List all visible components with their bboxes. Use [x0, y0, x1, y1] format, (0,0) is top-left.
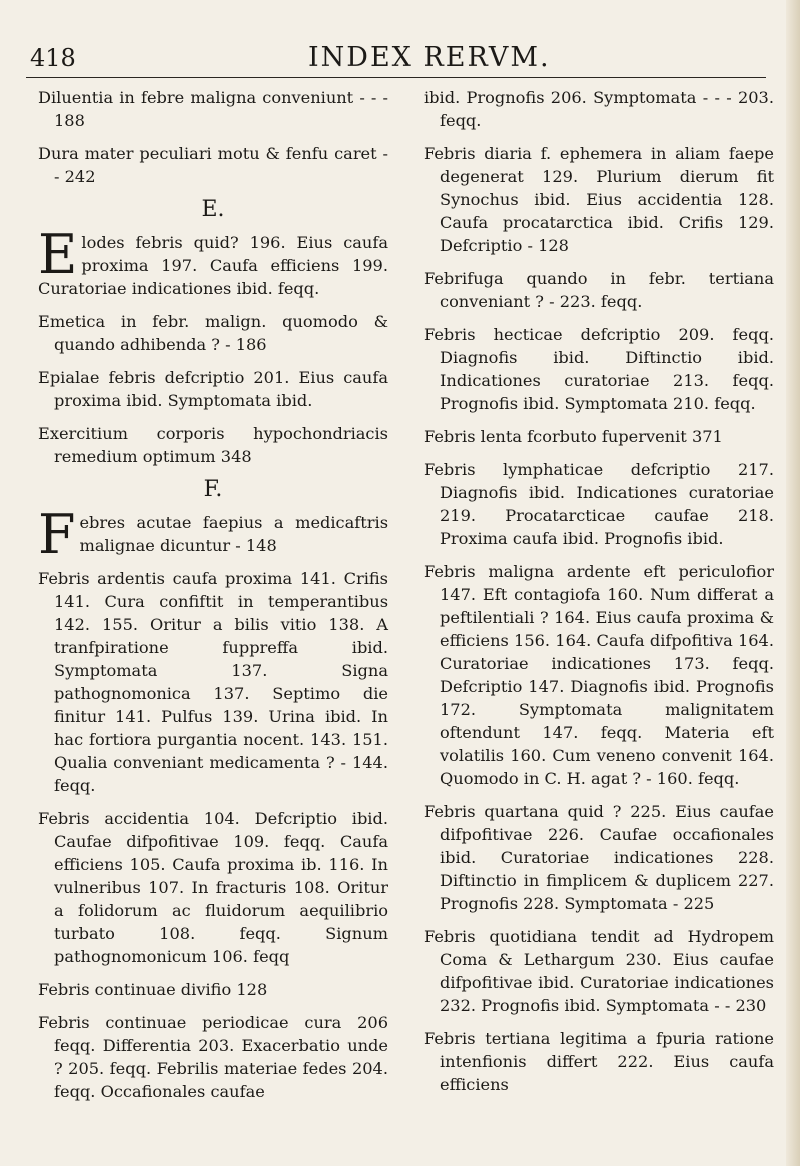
- index-entry: Febris continuae periodicae cura 206 feqq. Differentia 203. Exacerbatio unde ? 205. feqq. Febrilis materiae fedes 204. feqq. Occafionales caufae: [38, 1013, 388, 1101]
- page-header: [26, 38, 766, 78]
- index-entry: Exercitium corporis hypochondriacis remedium optimum 348: [38, 424, 388, 466]
- header-rule: [26, 77, 766, 78]
- section-letter: F.: [203, 477, 223, 502]
- index-entry: Febris quotidiana tendit ad Hydropem Coma & Lethargum 230. Eius caufae difpofitivae ibid. Curatoriae indicationes 232. Prognofis ibid. Symptomata - - 230: [424, 927, 774, 1015]
- index-entry: Febris maligna ardente eft periculofior 147. Eft contagiofa 160. Num differat a peftilentiali ? 164. Eius caufa proxima & efficiens 156. 164. Caufa difpofitiva 164. Curatoriae indicationes 173. feqq. Defcriptio 147. Diagnofis ibid. Prognofis 172. Symptomata malignitatem oftendunt 147. feqq. Materia eft volatilis 160. Cum veneno convenit 164. Quomodo in C. H. agat ? - 160. feqq.: [424, 562, 774, 788]
- index-entry: Febris accidentia 104. Defcriptio ibid. Caufae difpofitivae 109. feqq. Caufa efficiens 105. Caufa proxima ib. 116. In vulneribus 107. In fracturis 108. Oritur a folidorum ac fluidorum aequilibrio turbato 108. feqq. Signum pathognomonicum 106. feqq: [38, 809, 388, 966]
- index-entry: Elodes febris quid? 196. Eius caufa proxima 197. Caufa efficiens 199. Curatoriae indicationes ibid. feqq.: [38, 223, 388, 298]
- index-entry: Febris tertiana legitima a fpuria ratione intenfionis differt 222. Eius caufa efficiens: [424, 1029, 774, 1094]
- running-title: INDEX RERVM.: [308, 42, 551, 73]
- page-number: 418: [30, 44, 76, 72]
- page-edge: [786, 0, 800, 1166]
- index-entry: Febris lymphaticae defcriptio 217. Diagnofis ibid. Indicationes curatoriae 219. Procatarcticae caufae 218. Proxima caufa ibid. Prognofis ibid.: [424, 460, 774, 548]
- index-entry: Febrifuga quando in febr. tertiana conveniant ? - 223. feqq.: [424, 269, 774, 311]
- index-entry: Febris hecticae defcriptio 209. feqq. Diagnofis ibid. Diftinctio ibid. Indicationes curatoriae 213. feqq. Prognofis ibid. Symptomata 210. feqq.: [424, 325, 774, 413]
- index-entry: Febris diaria f. ephemera in aliam faepe degenerat 129. Plurium dierum fit Synochus ibid. Eius accidentia 128. Caufa procatarctica ibid. Crifis 129. Defcriptio - 128: [424, 144, 774, 255]
- index-entry: Epialae febris defcriptio 201. Eius caufa proxima ibid. Symptomata ibid.: [38, 368, 388, 410]
- index-entry: Febris quartana quid ? 225. Eius caufae difpofitivae 226. Caufae occafionales ibid. Curatoriae indicationes 228. Diftinctio in fimplicem & duplicem 227. Prognofis 228. Symptomata - 225: [424, 802, 774, 913]
- index-entry: Febris lenta fcorbuto fupervenit 371: [424, 427, 723, 446]
- index-entry: Febris continuae divifio 128: [38, 980, 268, 999]
- index-entry: ibid. Prognofis 206. Symptomata - - - 203. feqq.: [424, 88, 774, 130]
- index-entry: Febres acutae faepius a medicaftris malignae dicuntur - 148: [38, 503, 388, 566]
- index-entry: Emetica in febr. malign. quomodo & quando adhibenda ? - 186: [38, 312, 388, 354]
- right-column: [424, 86, 774, 1106]
- left-column: [38, 86, 388, 1113]
- index-entry: Febris ardentis caufa proxima 141. Crifis 141. Cura confiftit in temperantibus 142. 155. Oritur a bilis vitio 138. A tranfpiratione fuppreffa ibid. Symptomata 137. Signa pathognomonica 137. Septimo die finitur 141. Pulfus 139. Urina ibid. In hac fortiora purgantia nocent. 143. 151. Qualia conveniant medicamenta ? - 144. feqq.: [38, 569, 388, 795]
- section-letter: E.: [201, 197, 225, 222]
- index-entry: Dura mater peculiari motu & fenfu caret - - 242: [38, 144, 388, 186]
- index-entry: Diluentia in febre maligna conveniunt - - - 188: [38, 88, 388, 130]
